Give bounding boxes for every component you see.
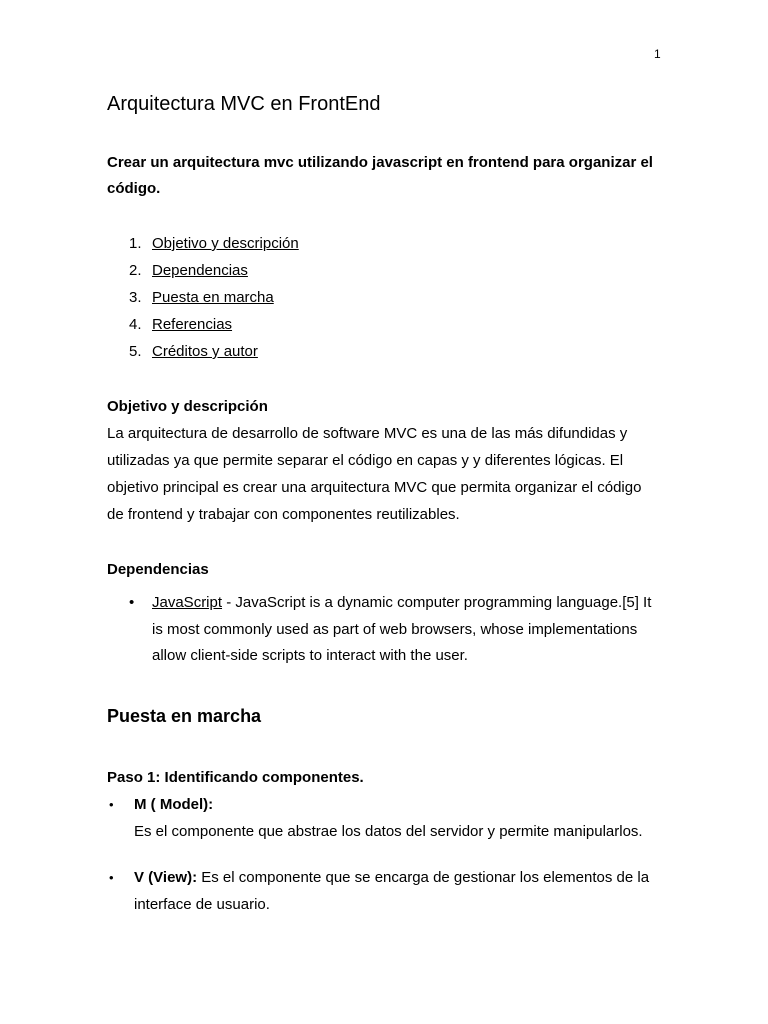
bullet-icon: • xyxy=(109,796,114,812)
toc-number: 3. xyxy=(129,289,142,306)
list-item xyxy=(107,590,657,670)
document-title: Arquitectura MVC en FrontEnd xyxy=(107,93,381,115)
document-body xyxy=(107,90,657,918)
toc-link-creditos[interactable]: Créditos y autor xyxy=(152,343,258,360)
toc-link-dependencias[interactable]: Dependencias xyxy=(152,262,248,279)
list-item-model xyxy=(107,791,657,845)
intro-paragraph: Crear un arquitectura mvc utilizando javascript en frontend para organizar el código. xyxy=(107,154,653,197)
toc-number: 1. xyxy=(129,235,142,252)
bullet-icon: • xyxy=(109,869,114,885)
dependencias-heading: Dependencias xyxy=(107,561,209,578)
objetivo-heading: Objetivo y descripción xyxy=(107,398,268,415)
model-description: Es el componente que abstrae los datos del servidor y permite manipularlos. xyxy=(134,822,643,840)
dependencias-list xyxy=(107,590,657,670)
page-number: 1 xyxy=(654,47,661,61)
toc-link-puesta[interactable]: Puesta en marcha xyxy=(152,289,274,306)
toc-number: 2. xyxy=(129,262,142,279)
puesta-heading: Puesta en marcha xyxy=(107,705,262,726)
objetivo-text: La arquitectura de desarrollo de software MVC es una de las más difundidas y utilizadas ya que permite separar el código en capas y y diferentes lógicas. El objetivo principal es crear una arquitectura MVC que permita organizar el código de frontend y trabajar con componentes reutilizables. xyxy=(107,425,642,523)
toc-item xyxy=(107,230,657,257)
toc-link-referencias[interactable]: Referencias xyxy=(152,316,233,333)
toc-item xyxy=(107,311,657,338)
view-description: Es el componente que se encarga de gestionar los elementos de la interface de usuario. xyxy=(134,868,650,913)
toc-link-objetivo[interactable]: Objetivo y descripción xyxy=(152,235,299,252)
list-item-view xyxy=(107,864,657,918)
toc-number: 5. xyxy=(129,343,142,360)
bullet-icon: • xyxy=(129,594,135,611)
dependency-description: - JavaScript is a dynamic computer programming language.[5] It is most commonly used as part of web browsers, whose implementations allow client-side scripts to interact with the user. xyxy=(152,594,652,664)
javascript-link[interactable]: JavaScript xyxy=(152,594,223,611)
table-of-contents xyxy=(107,230,657,365)
model-label: M ( Model): xyxy=(134,795,214,813)
toc-item xyxy=(107,284,657,311)
toc-item xyxy=(107,257,657,284)
toc-item xyxy=(107,338,657,365)
step1-heading: Paso 1: Identificando componentes. xyxy=(107,768,364,786)
view-label: V (View): xyxy=(134,868,198,886)
toc-number: 4. xyxy=(129,316,142,333)
mvc-components-list xyxy=(107,791,657,918)
